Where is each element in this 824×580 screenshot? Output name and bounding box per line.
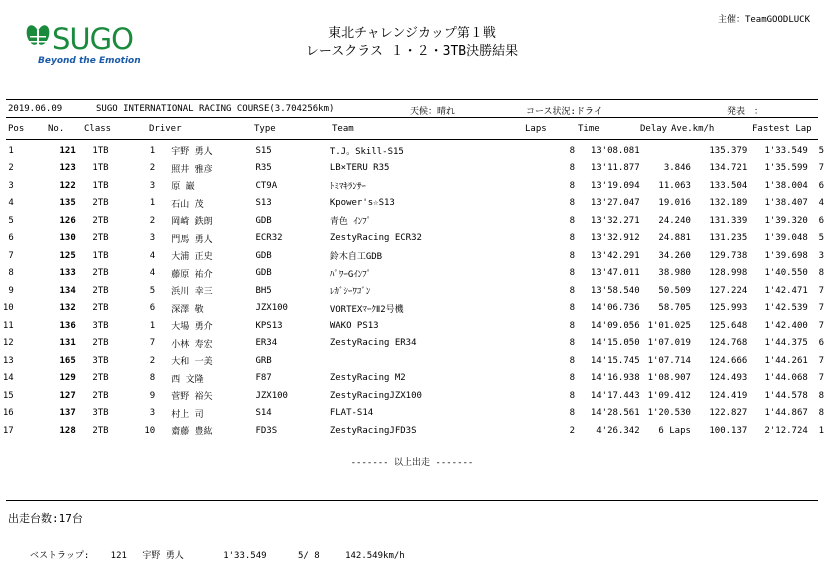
driver-cell: 西 文隆 bbox=[171, 374, 204, 385]
car-type-cell: ER34 bbox=[255, 338, 278, 349]
car-type-cell: BH5 bbox=[255, 285, 272, 296]
table-row bbox=[0, 300, 824, 318]
laps-cell: 8 bbox=[569, 163, 575, 174]
time-cell: 13'47.011 bbox=[590, 268, 640, 279]
class-cell: 1TB bbox=[92, 163, 109, 174]
table-row bbox=[0, 335, 824, 353]
avg-speed-cell: 127.224 bbox=[709, 285, 748, 296]
fastest-lap-no-cell: 7 bbox=[818, 163, 824, 174]
delay-cell bbox=[640, 142, 691, 160]
laps-cell: 8 bbox=[569, 390, 575, 401]
class-cell: 3TB bbox=[92, 320, 109, 331]
logo-tagline: Beyond the Emotion bbox=[38, 56, 141, 66]
pos-cell: 14 bbox=[2, 373, 14, 384]
delay-cell: 24.881 bbox=[658, 233, 691, 244]
class-cell: 2TB bbox=[92, 268, 109, 279]
info-condition: コース状況:ドライ bbox=[526, 107, 603, 117]
fastest-lap-no-cell: 5 bbox=[818, 145, 824, 156]
car-type-cell: GRB bbox=[255, 355, 272, 366]
header-team: Team bbox=[332, 124, 354, 134]
fastest-lap-no-cell: 7 bbox=[818, 285, 824, 296]
fastest-lap-no-cell: 6 bbox=[818, 180, 824, 191]
delay-cell: 1'09.412 bbox=[647, 390, 691, 401]
driver-cell: 岡崎 鉄朗 bbox=[171, 217, 213, 228]
team-cell: T.J。Skill-S15 bbox=[329, 147, 404, 158]
time-cell: 14'09.056 bbox=[590, 320, 640, 331]
time-cell: 13'08.081 bbox=[590, 145, 640, 156]
car-number-cell: 135 bbox=[59, 198, 76, 209]
car-number-cell: 133 bbox=[59, 268, 76, 279]
table-row bbox=[0, 370, 824, 388]
fastest-lap-cell: 1'35.599 bbox=[764, 163, 808, 174]
time-cell: 14'06.736 bbox=[590, 303, 640, 314]
delay-cell: 58.705 bbox=[658, 303, 691, 314]
laps-cell: 8 bbox=[569, 145, 575, 156]
header-driver: Driver bbox=[149, 124, 182, 134]
table-row bbox=[0, 195, 824, 213]
class-pos-cell: 2 bbox=[149, 215, 156, 226]
team-cell: LB×TERU R35 bbox=[329, 163, 390, 174]
class-cell: 2TB bbox=[92, 390, 109, 401]
delay-cell: 1'07.019 bbox=[647, 338, 691, 349]
time-cell: 14'15.745 bbox=[590, 355, 640, 366]
laps-cell: 2 bbox=[569, 425, 575, 436]
fastest-lap-cell: 1'42.539 bbox=[764, 303, 808, 314]
best-lap-no: 121 bbox=[110, 551, 127, 561]
header-pos: Pos bbox=[8, 124, 25, 134]
header-no: No. bbox=[48, 124, 65, 134]
driver-cell: 照井 雅彦 bbox=[171, 164, 213, 175]
avg-speed-cell: 131.235 bbox=[709, 233, 748, 244]
time-cell: 13'42.291 bbox=[590, 250, 640, 261]
avg-speed-cell: 124.419 bbox=[709, 390, 748, 401]
class-pos-cell: 1 bbox=[149, 145, 156, 156]
car-number-cell: 127 bbox=[59, 390, 76, 401]
fastest-lap-cell: 1'44.068 bbox=[764, 373, 808, 384]
driver-cell: 小林 寿宏 bbox=[171, 339, 213, 350]
driver-cell: 宇野 勇人 bbox=[171, 147, 213, 158]
class-cell: 2TB bbox=[92, 373, 109, 384]
class-cell: 1TB bbox=[92, 250, 109, 261]
avg-speed-cell: 128.998 bbox=[709, 268, 748, 279]
driver-cell: 大浦 正史 bbox=[171, 252, 213, 263]
car-type-cell: GDB bbox=[255, 268, 272, 279]
time-cell: 14'16.938 bbox=[590, 373, 640, 384]
class-cell: 2TB bbox=[92, 303, 109, 314]
driver-cell: 深澤 敬 bbox=[171, 304, 204, 315]
class-pos-cell: 5 bbox=[149, 285, 156, 296]
car-number-cell: 129 bbox=[59, 373, 76, 384]
class-pos-cell: 3 bbox=[149, 180, 156, 191]
team-cell: VORTEXﾏｰｸⅡ2号機 bbox=[329, 304, 404, 315]
info-course: SUGO INTERNATIONAL RACING COURSE(3.704256km) bbox=[96, 104, 335, 114]
results-table bbox=[0, 142, 824, 440]
pos-cell: 15 bbox=[2, 390, 14, 401]
pos-cell: 10 bbox=[2, 303, 14, 314]
title-line1: 東北チャレンジカップ第１戦 bbox=[328, 26, 496, 41]
car-type-cell: CT9A bbox=[255, 180, 278, 191]
delay-cell: 50.509 bbox=[658, 285, 691, 296]
team-cell: ﾄﾐﾏｷﾗﾝｻｰ bbox=[329, 182, 366, 193]
time-cell: 13'11.877 bbox=[590, 163, 640, 174]
fastest-lap-cell: 1'42.471 bbox=[764, 285, 808, 296]
car-number-cell: 137 bbox=[59, 408, 76, 419]
car-type-cell: F87 bbox=[255, 373, 272, 384]
class-cell: 3TB bbox=[92, 408, 109, 419]
pos-cell: 17 bbox=[2, 425, 14, 436]
time-cell: 14'15.050 bbox=[590, 338, 640, 349]
divider bbox=[6, 99, 818, 100]
laps-cell: 8 bbox=[569, 408, 575, 419]
class-pos-cell: 4 bbox=[149, 268, 156, 279]
driver-cell: 菅野 裕矢 bbox=[171, 392, 213, 403]
table-row bbox=[0, 177, 824, 195]
class-pos-cell: 1 bbox=[149, 198, 156, 209]
pos-cell: 2 bbox=[8, 163, 14, 174]
fastest-lap-no-cell: 8 bbox=[818, 408, 824, 419]
class-cell: 1TB bbox=[92, 145, 109, 156]
car-number-cell: 126 bbox=[59, 215, 76, 226]
delay-cell: 1'20.530 bbox=[647, 408, 691, 419]
class-cell: 2TB bbox=[92, 233, 109, 244]
car-type-cell: GDB bbox=[255, 250, 272, 261]
avg-speed-cell: 132.189 bbox=[709, 198, 748, 209]
laps-cell: 8 bbox=[569, 180, 575, 191]
class-cell: 1TB bbox=[92, 180, 109, 191]
delay-cell: 3.846 bbox=[663, 163, 691, 174]
laps-cell: 8 bbox=[569, 233, 575, 244]
fastest-lap-cell: 1'44.578 bbox=[764, 390, 808, 401]
info-weather: 天候：晴れ bbox=[410, 107, 456, 117]
delay-cell: 24.240 bbox=[658, 215, 691, 226]
car-number-cell: 122 bbox=[59, 180, 76, 191]
class-cell: 2TB bbox=[92, 215, 109, 226]
class-cell: 2TB bbox=[92, 425, 109, 436]
header-fastest: Fastest Lap bbox=[752, 124, 812, 134]
class-pos-cell: 4 bbox=[149, 250, 156, 261]
car-type-cell: GDB bbox=[255, 215, 272, 226]
fastest-lap-cell: 1'38.407 bbox=[764, 198, 808, 209]
avg-speed-cell: 135.379 bbox=[709, 145, 748, 156]
avg-speed-cell: 131.339 bbox=[709, 215, 748, 226]
team-cell: Kpower's☆S13 bbox=[329, 198, 395, 209]
car-type-cell: R35 bbox=[255, 163, 272, 174]
laps-cell: 8 bbox=[569, 198, 575, 209]
info-announce: 発表 ： bbox=[727, 107, 764, 117]
laps-cell: 8 bbox=[569, 250, 575, 261]
car-number-cell: 125 bbox=[59, 250, 76, 261]
class-cell: 2TB bbox=[92, 285, 109, 296]
header-class: Class bbox=[84, 124, 112, 134]
divider bbox=[6, 117, 818, 118]
car-type-cell: S15 bbox=[255, 145, 272, 156]
fastest-lap-cell: 1'38.004 bbox=[764, 180, 808, 191]
title-line2: レースクラス １・２・3TB決勝結果 bbox=[305, 44, 519, 59]
car-number-cell: 136 bbox=[59, 320, 76, 331]
car-number-cell: 121 bbox=[59, 145, 76, 156]
fastest-lap-no-cell: 8 bbox=[818, 268, 824, 279]
pos-cell: 12 bbox=[2, 338, 14, 349]
table-row bbox=[0, 160, 824, 178]
fastest-lap-no-cell: 3 bbox=[818, 250, 824, 261]
delay-cell: 1'08.907 bbox=[647, 373, 691, 384]
driver-cell: 大和 一美 bbox=[171, 357, 213, 368]
logo-text: SUGO bbox=[52, 22, 133, 56]
time-cell: 13'58.540 bbox=[590, 285, 640, 296]
car-number-cell: 128 bbox=[59, 425, 76, 436]
avg-speed-cell: 134.721 bbox=[709, 163, 748, 174]
car-number-cell: 132 bbox=[59, 303, 76, 314]
team-cell: ﾚｶﾞｼｰﾜｺﾞﾝ bbox=[329, 287, 371, 298]
fastest-lap-no-cell: 7 bbox=[818, 320, 824, 331]
team-cell: ZestyRacingJZX100 bbox=[329, 390, 422, 401]
time-cell: 14'28.561 bbox=[590, 408, 640, 419]
laps-cell: 8 bbox=[569, 373, 575, 384]
delay-cell: 38.980 bbox=[658, 268, 691, 279]
info-date: 2019.06.09 bbox=[8, 104, 63, 114]
laps-cell: 8 bbox=[569, 285, 575, 296]
delay-cell: 1'07.714 bbox=[647, 355, 691, 366]
avg-speed-cell: 122.827 bbox=[709, 408, 748, 419]
team-cell: 青色 ｲﾝﾌﾟ bbox=[329, 217, 372, 228]
fastest-lap-no-cell: 8 bbox=[818, 390, 824, 401]
table-row bbox=[0, 247, 824, 265]
laps-cell: 8 bbox=[569, 338, 575, 349]
pos-cell: 6 bbox=[8, 233, 14, 244]
fastest-lap-cell: 1'33.549 bbox=[764, 145, 808, 156]
team-cell bbox=[330, 352, 532, 370]
laps-cell: 8 bbox=[569, 303, 575, 314]
class-pos-cell: 6 bbox=[149, 303, 156, 314]
avg-speed-cell: 125.648 bbox=[709, 320, 748, 331]
class-pos-cell: 3 bbox=[149, 233, 156, 244]
team-cell: ZestyRacing M2 bbox=[329, 373, 406, 384]
organizer: 主催：TeamGOODLUCK bbox=[717, 15, 810, 25]
fastest-lap-no-cell: 7 bbox=[818, 303, 824, 314]
class-pos-cell: 2 bbox=[149, 355, 156, 366]
team-cell: ZestyRacing ECR32 bbox=[329, 233, 422, 244]
car-type-cell: S13 bbox=[255, 198, 272, 209]
fastest-lap-cell: 1'44.867 bbox=[764, 408, 808, 419]
class-pos-cell: 2 bbox=[149, 163, 156, 174]
delay-cell: 6 Laps bbox=[658, 425, 691, 436]
pos-cell: 11 bbox=[2, 320, 14, 331]
time-cell: 4'26.342 bbox=[596, 425, 640, 436]
time-cell: 13'27.047 bbox=[590, 198, 640, 209]
car-number-cell: 130 bbox=[59, 233, 76, 244]
fastest-lap-no-cell: 4 bbox=[818, 198, 824, 209]
header-delay: Delay bbox=[640, 124, 668, 134]
driver-cell: 浜川 幸三 bbox=[171, 287, 213, 298]
team-cell: 鈴木自工GDB bbox=[329, 252, 383, 263]
table-row bbox=[0, 230, 824, 248]
time-cell: 13'32.912 bbox=[590, 233, 640, 244]
best-lap-speed: 142.549km/h bbox=[345, 551, 405, 561]
fastest-lap-no-cell: 5 bbox=[818, 233, 824, 244]
time-cell: 14'17.443 bbox=[590, 390, 640, 401]
fastest-lap-cell: 1'39.320 bbox=[764, 215, 808, 226]
driver-cell: 村上 司 bbox=[171, 409, 204, 420]
fastest-lap-no-cell: 1 bbox=[818, 425, 824, 436]
header-type: Type bbox=[254, 124, 276, 134]
team-cell: ﾊﾟﾜｰGｲﾝﾌﾟ bbox=[329, 269, 372, 280]
car-type-cell: FD3S bbox=[255, 425, 278, 436]
fastest-lap-cell: 1'44.261 bbox=[764, 355, 808, 366]
table-row bbox=[0, 142, 824, 160]
delay-cell: 11.063 bbox=[658, 180, 691, 191]
best-lap-lap: 5/ 8 bbox=[297, 551, 320, 561]
fastest-lap-no-cell: 7 bbox=[818, 373, 824, 384]
car-number-cell: 131 bbox=[59, 338, 76, 349]
fastest-lap-cell: 1'44.375 bbox=[764, 338, 808, 349]
fastest-lap-no-cell: 6 bbox=[818, 215, 824, 226]
table-row bbox=[0, 387, 824, 405]
car-type-cell: KPS13 bbox=[255, 320, 283, 331]
car-type-cell: ECR32 bbox=[255, 233, 283, 244]
driver-cell: 石山 茂 bbox=[171, 199, 204, 210]
class-pos-cell: 10 bbox=[144, 425, 156, 436]
best-lap-driver: 宇野 勇人 bbox=[142, 551, 184, 561]
pos-cell: 3 bbox=[8, 180, 14, 191]
avg-speed-cell: 124.493 bbox=[709, 373, 748, 384]
avg-speed-cell: 133.504 bbox=[709, 180, 748, 191]
table-row bbox=[0, 282, 824, 300]
delay-cell: 34.260 bbox=[658, 250, 691, 261]
team-cell: ZestyRacing ER34 bbox=[329, 338, 417, 349]
delay-cell: 1'01.025 bbox=[647, 320, 691, 331]
divider bbox=[6, 139, 818, 140]
best-lap-label: ベストラップ: bbox=[30, 551, 90, 561]
fastest-lap-cell: 2'12.724 bbox=[764, 425, 808, 436]
table-row bbox=[0, 212, 824, 230]
table-row bbox=[0, 265, 824, 283]
driver-cell: 原 巌 bbox=[171, 182, 195, 193]
laps-cell: 8 bbox=[569, 268, 575, 279]
driver-cell: 藤原 祐介 bbox=[171, 269, 213, 280]
class-cell: 3TB bbox=[92, 355, 109, 366]
pos-cell: 1 bbox=[8, 145, 14, 156]
team-cell: ZestyRacingJFD3S bbox=[329, 425, 417, 436]
avg-speed-cell: 100.137 bbox=[709, 425, 748, 436]
finish-line: ------- 以上出走 ------- bbox=[350, 458, 474, 468]
pos-cell: 4 bbox=[8, 198, 14, 209]
driver-cell: 門馬 勇人 bbox=[171, 234, 213, 245]
pos-cell: 7 bbox=[8, 250, 14, 261]
team-cell: WAKO PS13 bbox=[329, 320, 379, 331]
laps-cell: 8 bbox=[569, 215, 575, 226]
header-laps: Laps bbox=[525, 124, 547, 134]
pos-cell: 13 bbox=[2, 355, 14, 366]
time-cell: 13'19.094 bbox=[590, 180, 640, 191]
avg-speed-cell: 124.666 bbox=[709, 355, 748, 366]
avg-speed-cell: 129.738 bbox=[709, 250, 748, 261]
class-cell: 2TB bbox=[92, 198, 109, 209]
time-cell: 13'32.271 bbox=[590, 215, 640, 226]
fastest-lap-no-cell: 7 bbox=[818, 355, 824, 366]
car-type-cell: JZX100 bbox=[255, 303, 288, 314]
fastest-lap-cell: 1'42.400 bbox=[764, 320, 808, 331]
table-row bbox=[0, 422, 824, 440]
car-number-cell: 165 bbox=[59, 355, 76, 366]
car-type-cell: JZX100 bbox=[255, 390, 288, 401]
pos-cell: 8 bbox=[8, 268, 14, 279]
car-number-cell: 134 bbox=[59, 285, 76, 296]
driver-cell: 大場 勇介 bbox=[171, 322, 213, 333]
divider bbox=[6, 500, 818, 501]
laps-cell: 8 bbox=[569, 320, 575, 331]
class-pos-cell: 9 bbox=[149, 390, 156, 401]
avg-speed-cell: 125.993 bbox=[709, 303, 748, 314]
class-pos-cell: 7 bbox=[149, 338, 156, 349]
pos-cell: 16 bbox=[2, 408, 14, 419]
best-lap-time: 1'33.549 bbox=[223, 551, 267, 561]
header-avg: Ave.km/h bbox=[671, 124, 715, 134]
laps-cell: 8 bbox=[569, 355, 575, 366]
class-pos-cell: 1 bbox=[149, 320, 156, 331]
table-row bbox=[0, 317, 824, 335]
delay-cell: 19.016 bbox=[658, 198, 691, 209]
class-pos-cell: 3 bbox=[149, 408, 156, 419]
class-pos-cell: 8 bbox=[149, 373, 156, 384]
fastest-lap-no-cell: 6 bbox=[818, 338, 824, 349]
header-time: Time bbox=[578, 124, 600, 134]
fastest-lap-cell: 1'39.048 bbox=[764, 233, 808, 244]
class-cell: 2TB bbox=[92, 338, 109, 349]
car-type-cell: S14 bbox=[255, 408, 272, 419]
car-number-cell: 123 bbox=[59, 163, 76, 174]
table-row bbox=[0, 352, 824, 370]
pos-cell: 5 bbox=[8, 215, 14, 226]
pos-cell: 9 bbox=[8, 285, 14, 296]
avg-speed-cell: 124.768 bbox=[709, 338, 748, 349]
team-cell: FLAT-S14 bbox=[329, 408, 374, 419]
driver-cell: 齋藤 豊紘 bbox=[171, 427, 213, 438]
best-lap bbox=[30, 548, 405, 561]
fastest-lap-cell: 1'40.550 bbox=[764, 268, 808, 279]
starters-count: 出走台数:17台 bbox=[8, 512, 83, 525]
fastest-lap-cell: 1'39.698 bbox=[764, 250, 808, 261]
table-row bbox=[0, 405, 824, 423]
